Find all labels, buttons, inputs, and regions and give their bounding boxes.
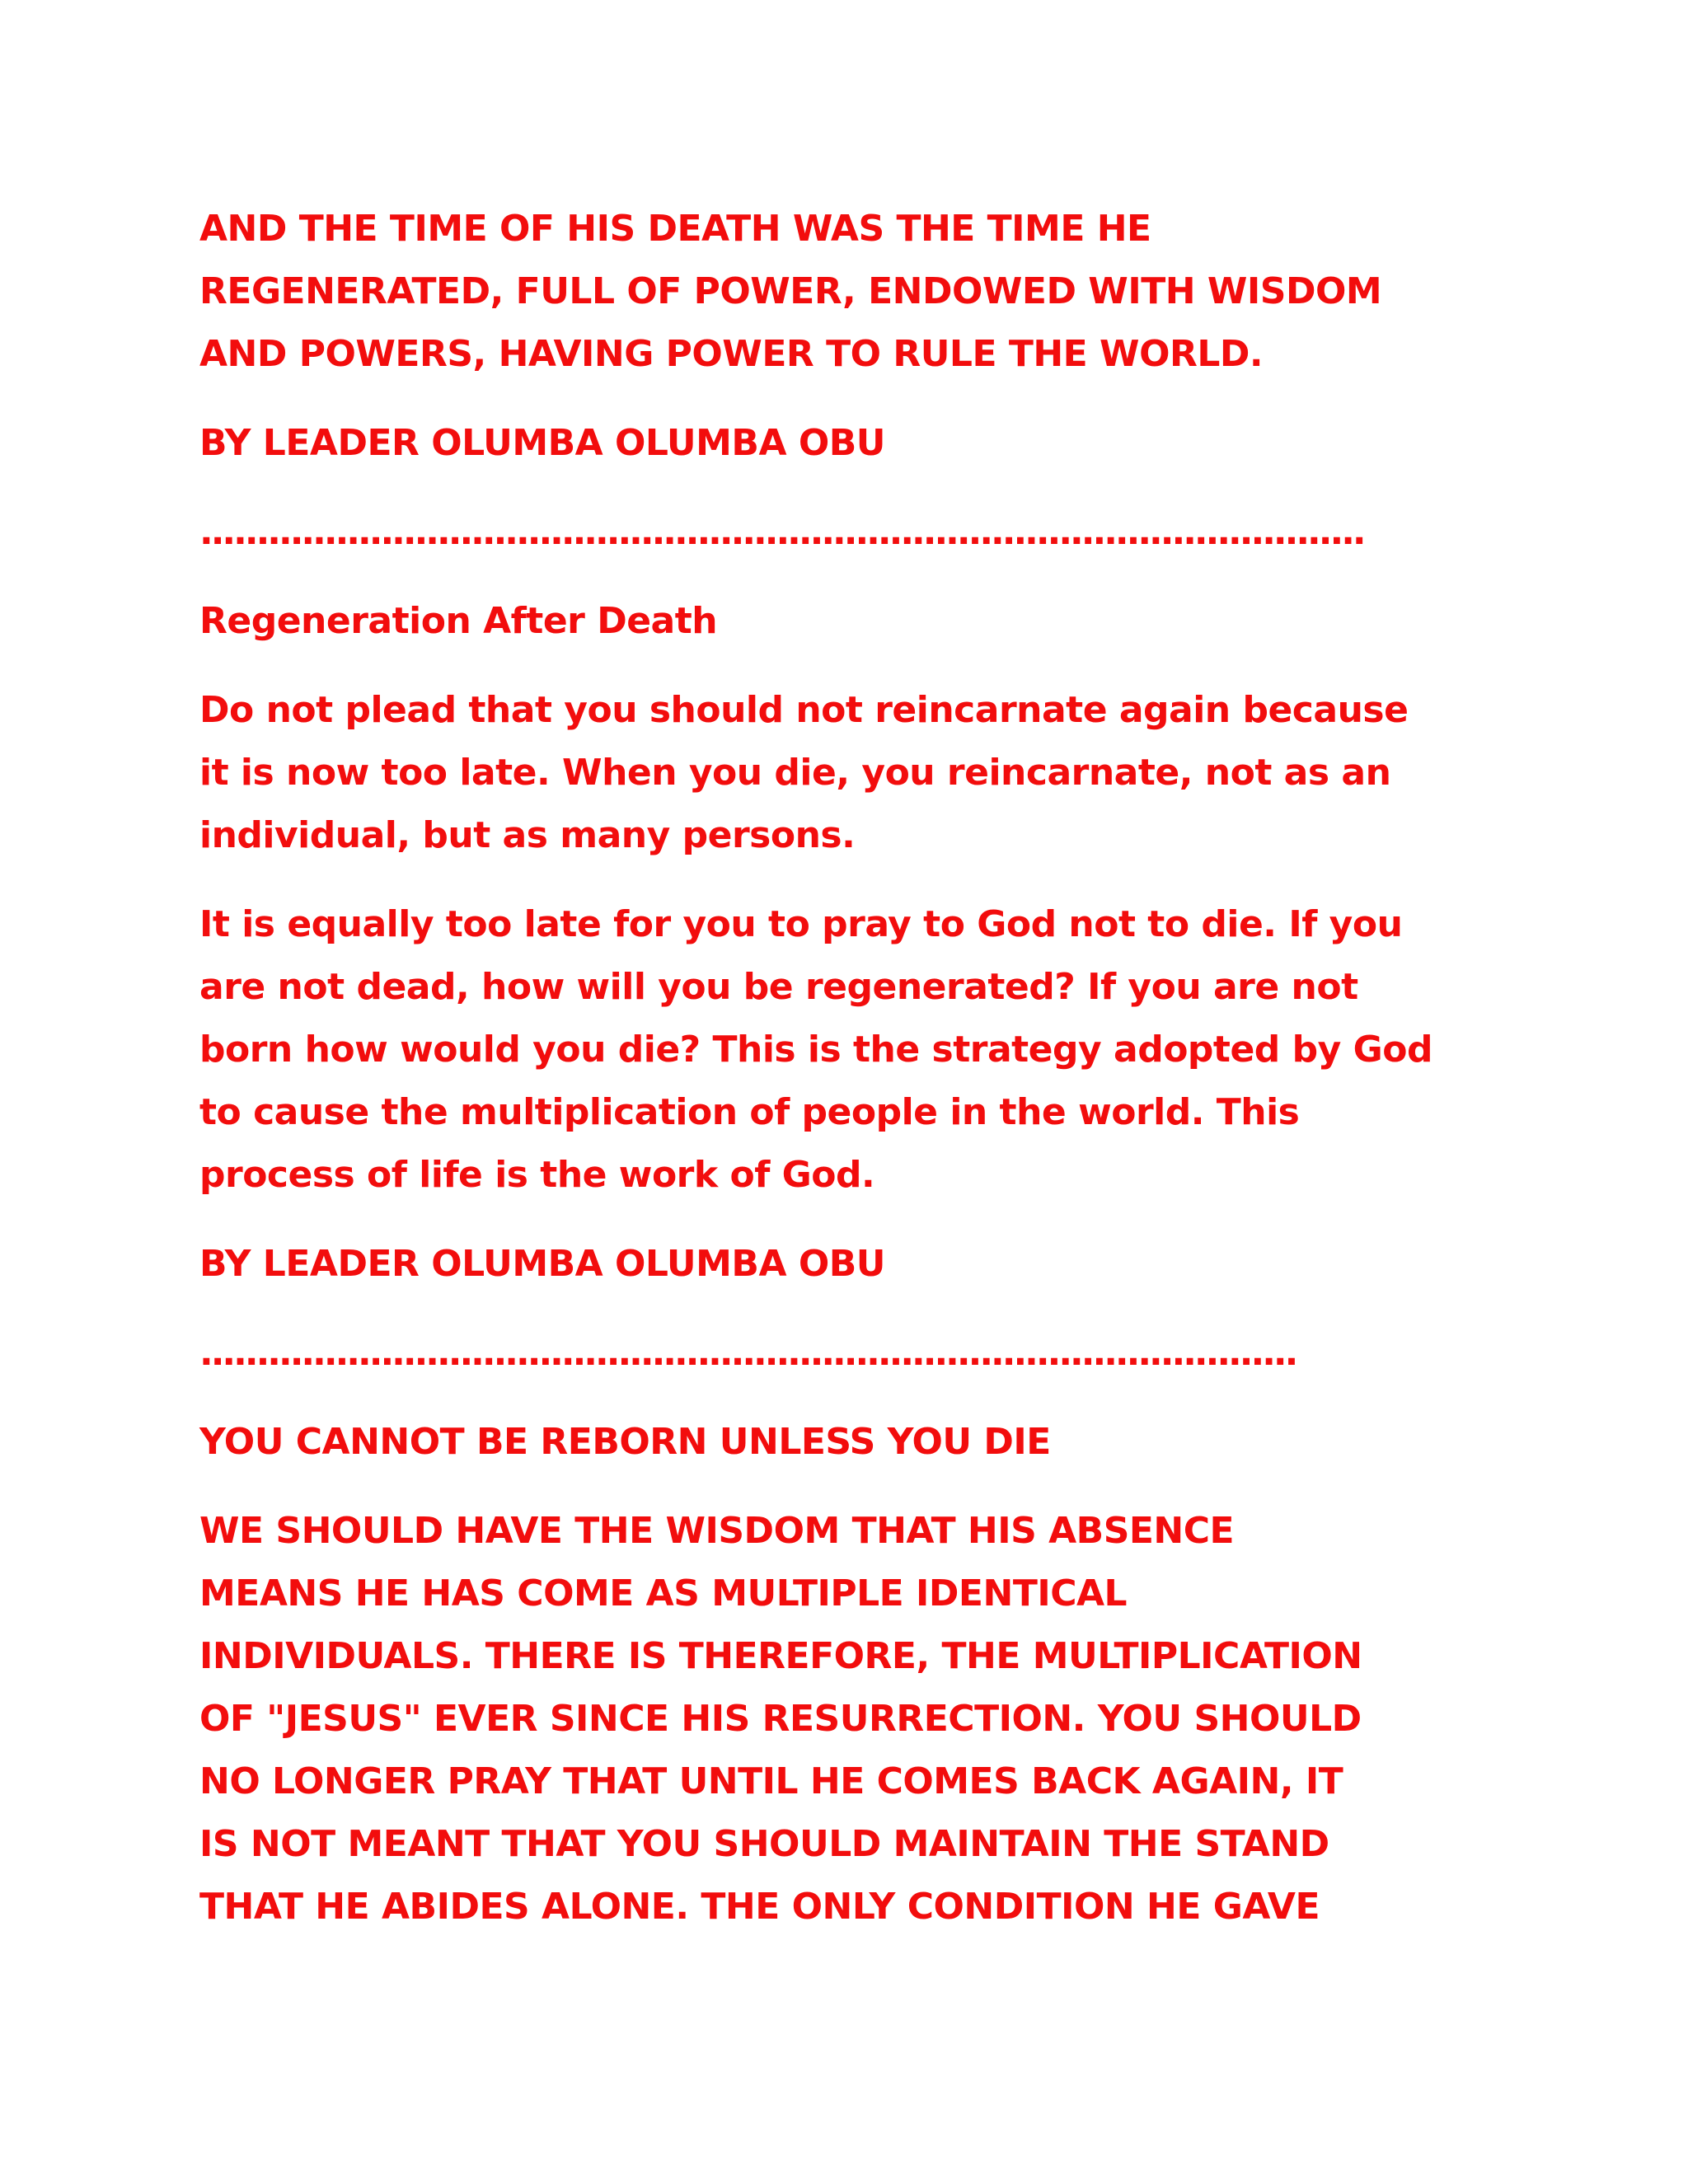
body-paragraph: [199, 1500, 1518, 1938]
document-body: [199, 198, 1518, 1938]
paragraph-line: MEANS HE HAS COME AS MULTIPLE IDENTICAL: [199, 1572, 1128, 1615]
paragraph-line: WE SHOULD HAVE THE WISDOM THAT HIS ABSENCE: [199, 1510, 1235, 1552]
paragraph-line: THAT HE ABIDES ALONE. THE ONLY CONDITION HE GAVE: [199, 1886, 1320, 1928]
paragraph-line: it is now too late. When you die, you reincarnate, not as an: [199, 752, 1391, 794]
dotted-separator: .......................................................................................................: [199, 511, 1364, 553]
dotted-separator: .................................................................................................: [199, 1332, 1296, 1374]
byline: BY LEADER OLUMBA OLUMBA OBU: [199, 1243, 885, 1285]
paragraph-line: OF "JESUS" EVER SINCE HIS RESURRECTION. YOU SHOULD: [199, 1698, 1362, 1740]
paragraph-line: to cause the multiplication of people in the world. This: [199, 1091, 1300, 1133]
intro-line: AND POWERS, HAVING POWER TO RULE THE WORLD.: [199, 333, 1264, 375]
body-paragraph: [199, 679, 1518, 867]
paragraph-line: are not dead, how will you be regenerated? If you are not: [199, 966, 1358, 1008]
paragraph-line: individual, but as many persons.: [199, 814, 856, 856]
paragraph-line: Do not plead that you should not reincarnate again because: [199, 689, 1409, 731]
byline: BY LEADER OLUMBA OLUMBA OBU: [199, 422, 885, 464]
paragraph-line: INDIVIDUALS. THERE IS THEREFORE, THE MULTIPLICATION: [199, 1635, 1362, 1677]
paragraph-line: NO LONGER PRAY THAT UNTIL HE COMES BACK AGAIN, IT: [199, 1760, 1343, 1802]
intro-line: AND THE TIME OF HIS DEATH WAS THE TIME HE: [199, 208, 1151, 250]
intro-line: REGENERATED, FULL OF POWER, ENDOWED WITH WISDOM: [199, 270, 1382, 312]
intro-paragraph: [199, 198, 1518, 386]
paragraph-line: It is equally too late for you to pray to God not to die. If you: [199, 903, 1403, 945]
section-heading: YOU CANNOT BE REBORN UNLESS YOU DIE: [199, 1421, 1051, 1463]
section-heading: Regeneration After Death: [199, 600, 718, 642]
paragraph-line: IS NOT MEANT THAT YOU SHOULD MAINTAIN THE STAND: [199, 1823, 1329, 1865]
body-paragraph: [199, 893, 1518, 1207]
paragraph-line: born how would you die? This is the strategy adopted by God: [199, 1029, 1432, 1071]
paragraph-line: process of life is the work of God.: [199, 1154, 875, 1196]
